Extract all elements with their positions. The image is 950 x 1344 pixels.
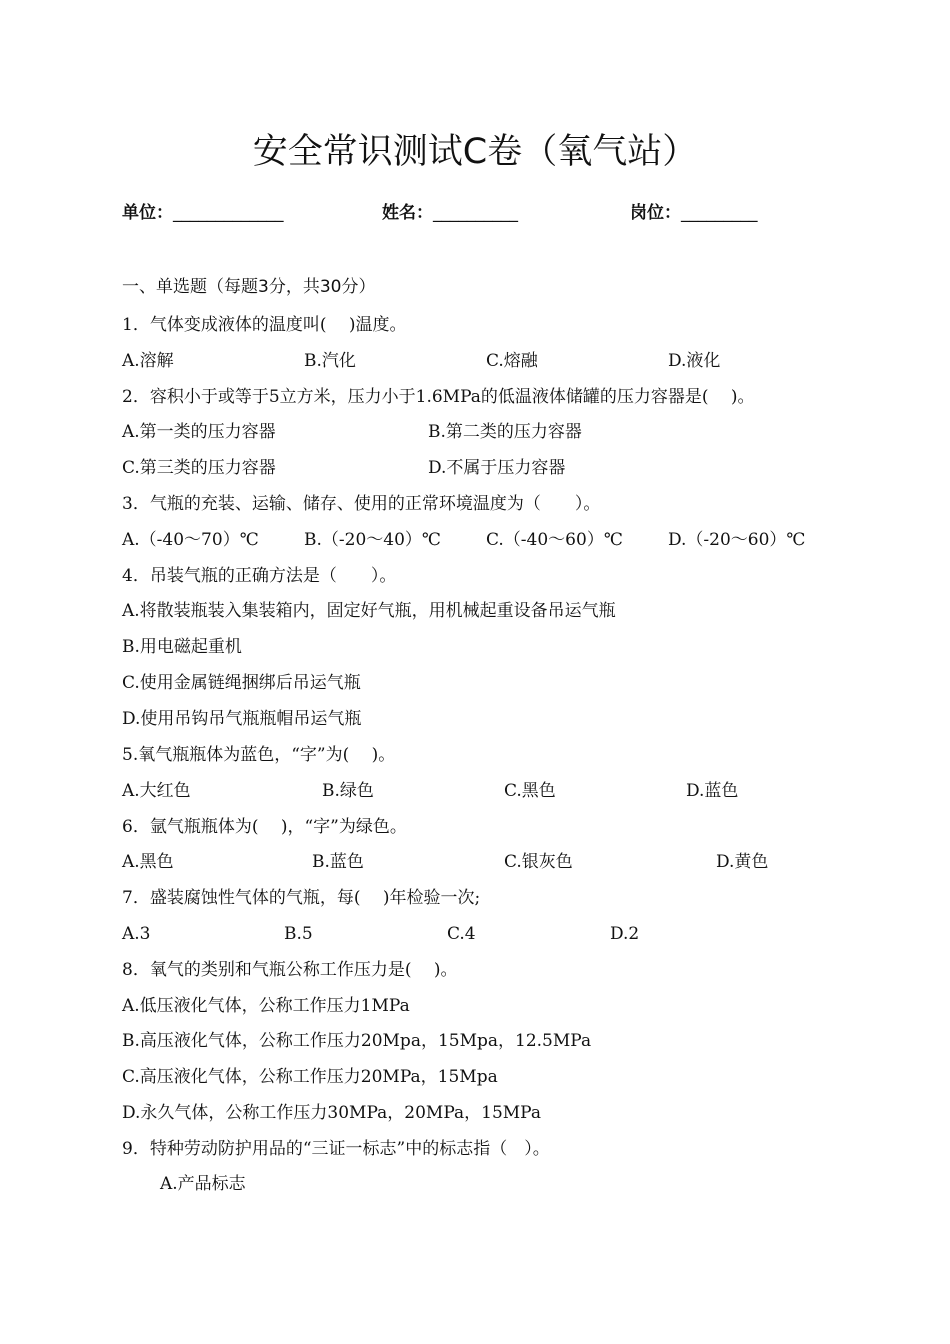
option: A.溶解 — [122, 351, 174, 371]
option: C.第三类的压力容器 — [122, 458, 276, 478]
option: C.熔融 — [486, 351, 538, 371]
section-heading: 一、单选题（每题3分，共30分） — [122, 277, 376, 297]
option: D.液化 — [668, 351, 721, 371]
option: A.3 — [122, 924, 151, 944]
option: C.高压液化气体，公称工作压力20MPa，15Mpa — [122, 1067, 498, 1087]
post-label: 岗位： — [630, 203, 681, 223]
option: B.绿色 — [322, 781, 374, 801]
option: C.银灰色 — [504, 852, 573, 872]
option: B.5 — [284, 924, 313, 944]
option: D.不属于压力容器 — [428, 458, 566, 478]
question-stem: 7．盛装腐蚀性气体的气瓶，每( )年检验一次; — [122, 888, 481, 908]
option: B.第二类的压力容器 — [428, 422, 582, 442]
name-field — [382, 200, 518, 226]
option: A.将散装瓶装入集装箱内，固定好气瓶，用机械起重设备吊运气瓶 — [122, 601, 616, 621]
option: A.（-40～70）℃ — [122, 530, 259, 550]
option: C.4 — [447, 924, 476, 944]
question-stem: 9．特种劳动防护用品的“三证一标志”中的标志指（ ）。 — [122, 1139, 550, 1159]
option: B.高压液化气体，公称工作压力20Mpa，15Mpa，12.5MPa — [122, 1031, 592, 1051]
option: D.永久气体，公称工作压力30MPa，20MPa，15MPa — [122, 1103, 541, 1123]
option: C.黑色 — [504, 781, 556, 801]
option: D.黄色 — [716, 852, 769, 872]
option: A.黑色 — [122, 852, 174, 872]
post-field — [630, 200, 758, 226]
question-stem: 5.氧气瓶瓶体为蓝色，“字”为( )。 — [122, 745, 396, 765]
option: D.2 — [610, 924, 640, 944]
name-label: 姓名： — [382, 203, 433, 223]
question-stem: 3．气瓶的充装、运输、储存、使用的正常环境温度为（ ）。 — [122, 494, 601, 514]
question-stem: 2．容积小于或等于5立方米，压力小于1.6MPa的低温液体储罐的压力容器是( )。 — [122, 387, 755, 407]
question-stem: 8．氧气的类别和气瓶公称工作压力是( )。 — [122, 960, 458, 980]
option: C.使用金属链绳捆绑后吊运气瓶 — [122, 673, 361, 693]
question-stem: 6．氩气瓶瓶体为( )，“字”为绿色。 — [122, 817, 407, 837]
option: C.（-40～60）℃ — [486, 530, 623, 550]
option: D.使用吊钩吊气瓶瓶帽吊运气瓶 — [122, 709, 362, 729]
question-stem: 1．气体变成液体的温度叫( )温度。 — [122, 315, 407, 335]
question-stem: 4．吊装气瓶的正确方法是（ ）。 — [122, 566, 397, 586]
option: D.（-20～60）℃ — [668, 530, 806, 550]
option: A.大红色 — [122, 781, 191, 801]
option: A.第一类的压力容器 — [122, 422, 276, 442]
unit-blank[interactable]: _____________ — [173, 203, 284, 223]
option: B.汽化 — [304, 351, 356, 371]
option: B.（-20～40）℃ — [304, 530, 441, 550]
option: A.低压液化气体，公称工作压力1MPa — [122, 996, 410, 1016]
document-title: 安全常识测试C卷（氧气站） — [252, 132, 698, 172]
option: B.用电磁起重机 — [122, 637, 242, 657]
option: B.蓝色 — [312, 852, 364, 872]
unit-label: 单位： — [122, 203, 173, 223]
name-blank[interactable]: __________ — [433, 203, 518, 223]
option: D.蓝色 — [686, 781, 739, 801]
post-blank[interactable]: _________ — [681, 203, 758, 223]
option: A.产品标志 — [160, 1174, 246, 1194]
unit-field — [122, 200, 284, 226]
